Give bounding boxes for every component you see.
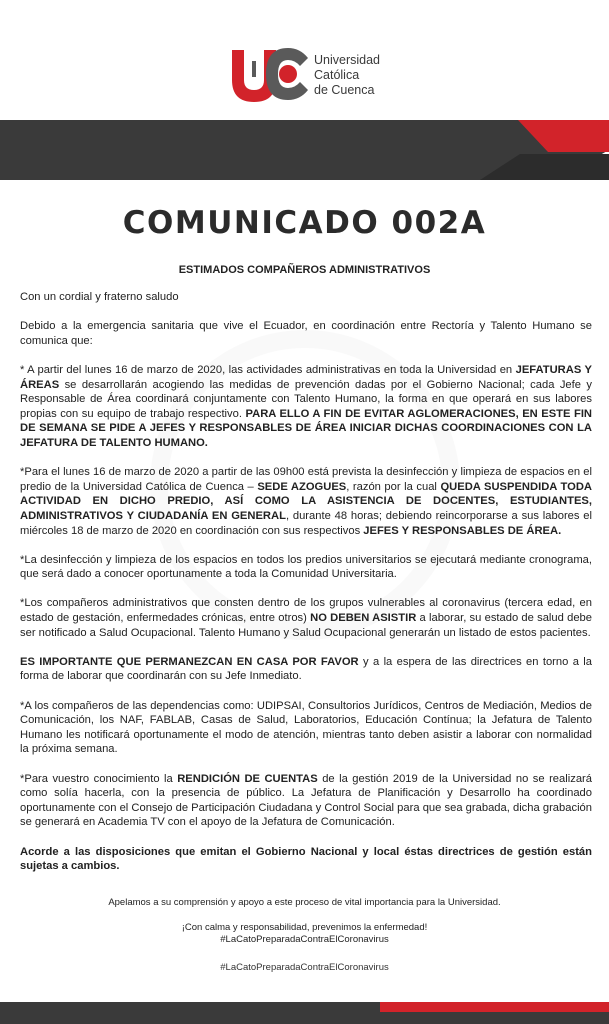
paragraph-4 <box>20 596 592 640</box>
hashtag-2: #LaCatoPreparadaContraElCoronavirus <box>220 962 389 973</box>
header-banner <box>0 120 609 180</box>
paragraph-5 <box>20 655 592 684</box>
p8-bold: Acorde a las disposiciones que emitan el Gobierno Nacional y local éstas directrices de gestión están sujetas a cambios. <box>20 845 592 873</box>
p2-text-e: , durante 48 horas; debiendo reincorporarse a sus labores el miércoles 18 de marzo de 2020 en coordinación con sus respectivos <box>20 509 592 537</box>
paragraph-8 <box>20 845 592 874</box>
p5-bold-a: ES IMPORTANTE QUE PERMANEZCAN EN CASA POR FAVOR <box>20 655 359 668</box>
uc-logo-mark <box>228 44 312 104</box>
p2-text-c: , razón por la cual <box>346 480 441 493</box>
page-title: COMUNICADO 002A <box>122 205 487 241</box>
p2-bold-f: JEFES Y RESPONSABLES DE ÁREA. <box>363 524 562 537</box>
p1-bold-d: PARA ELLO A FIN DE EVITAR AGLOMERACIONES, EN ESTE FIN DE SEMANA SE PIDE A JEFES Y RESPONSABLES DE ÁREA INICIAR DICHAS COORDINACIONES CON LA JEFATURA DE TALENTO HUMANO. <box>20 407 593 449</box>
p7-text-a: *Para vuestro conocimiento la <box>20 772 178 785</box>
p1-bold-b: JEFATURAS Y ÁREAS <box>20 363 592 391</box>
closing-motto: ¡Con calma y responsabilidad, prevenimos la enfermedad! <box>181 922 428 933</box>
institution-line-3: de Cuenca <box>314 83 375 97</box>
paragraph-3: *La desinfección y limpieza de los espacios en todos los predios universitarios se ejecutará mediante cronograma, que será dado a conocer oportunamente a toda la Comunidad Universitaria. <box>20 553 592 581</box>
p1-text-a: * A partir del lunes 16 de marzo de 2020, las actividades administrativas en toda la Universidad en <box>20 363 516 376</box>
university-logo <box>228 44 398 104</box>
p7-bold-b: RENDICIÓN DE CUENTAS <box>177 772 318 785</box>
paragraph-1 <box>20 363 592 451</box>
institution-name <box>314 53 380 98</box>
institution-line-1: Universidad <box>314 53 381 67</box>
hashtag-1: #LaCatoPreparadaContraElCoronavirus <box>220 934 389 945</box>
paragraph-2 <box>20 465 592 538</box>
closing-appeal: Apelamos a su comprensión y apoyo a este proceso de vital importancia para la Universidad. <box>108 897 501 908</box>
paragraph-7 <box>20 772 592 830</box>
p4-text-a: *Los compañeros administrativos que consten dentro de los grupos vulnerables al coronavirus (tercera edad, en estado de gestación, enfermedades crónicas, entre otros) <box>20 597 592 625</box>
p2-bold-d: QUEDA SUSPENDIDA TODA ACTIVIDAD EN DICHO PREDIO, ASÍ COMO LA ASISTENCIA DE DOCENTES, ESTUDIANTES, ADMINISTRATIVOS Y CIUDADANÍA EN GENERAL <box>20 480 592 522</box>
p4-text-c: a laborar, su estado de salud debe ser notificado a Salud Ocupacional. Talento Humano y Salud Ocupacional generarán un listado de estos pacientes. <box>20 612 592 639</box>
p2-text-a: *Para el lunes 16 de marzo de 2020 a partir de las 09h00 está prevista la desinfección y limpieza de espacios en el predio de la Universidad Católica de Cuenca – <box>20 466 592 493</box>
p2-bold-b: SEDE AZOGUES <box>257 480 347 493</box>
paragraph-6: *A los compañeros de las dependencias como: UDIPSAI, Consultorios Jurídicos, Centros de Mediación, Medios de Comunicación, los NAF, FABLAB, Casas de Salud, Laboratorios, Educación Contínua; la Jefatura de Talento Humano les notificará oportunamente el modo de atención, mientras tanto deben asistir a laborar con normalidad la próxima semana. <box>20 699 592 756</box>
institution-line-2: Católica <box>314 68 360 82</box>
greeting: Con un cordial y fraterno saludo <box>20 291 179 303</box>
intro-paragraph: Debido a la emergencia sanitaria que vive el Ecuador, en coordinación entre Rectoría y Talento Humano se comunica que: <box>20 320 592 347</box>
p1-text-c: se desarrollarán acogiendo las medidas de prevención dadas por el Gobierno Nacional; cada Jefe y Responsable de Área coordinará conjuntamente con Talento Humano, la forma en que operará en sus labores propias con su equipo de trabajo respectivo. <box>20 378 592 420</box>
p4-bold-b: NO DEBEN ASISTIR <box>310 612 417 625</box>
subtitle: ESTIMADOS COMPAÑEROS ADMINISTRATIVOS <box>178 264 431 276</box>
p7-text-c: de la gestión 2019 de la Universidad no se realizará como solía hacerla, con la presencia de público. La Jefatura de Planificación y Desarrollo ha coordinado oportunamente con el Consejo de Participación Ciudadana y Control Social para que sea grabada, dicha grabación se generará en Academia TV con el apoyo de la Jefatura de Comunicación. <box>20 772 592 829</box>
document-body <box>20 290 592 888</box>
p5-text-b: y a la espera de las directrices en torno a la forma de laborar que coordinarán con su Jefe Inmediato. <box>20 655 592 683</box>
footer-bar <box>0 1002 609 1024</box>
